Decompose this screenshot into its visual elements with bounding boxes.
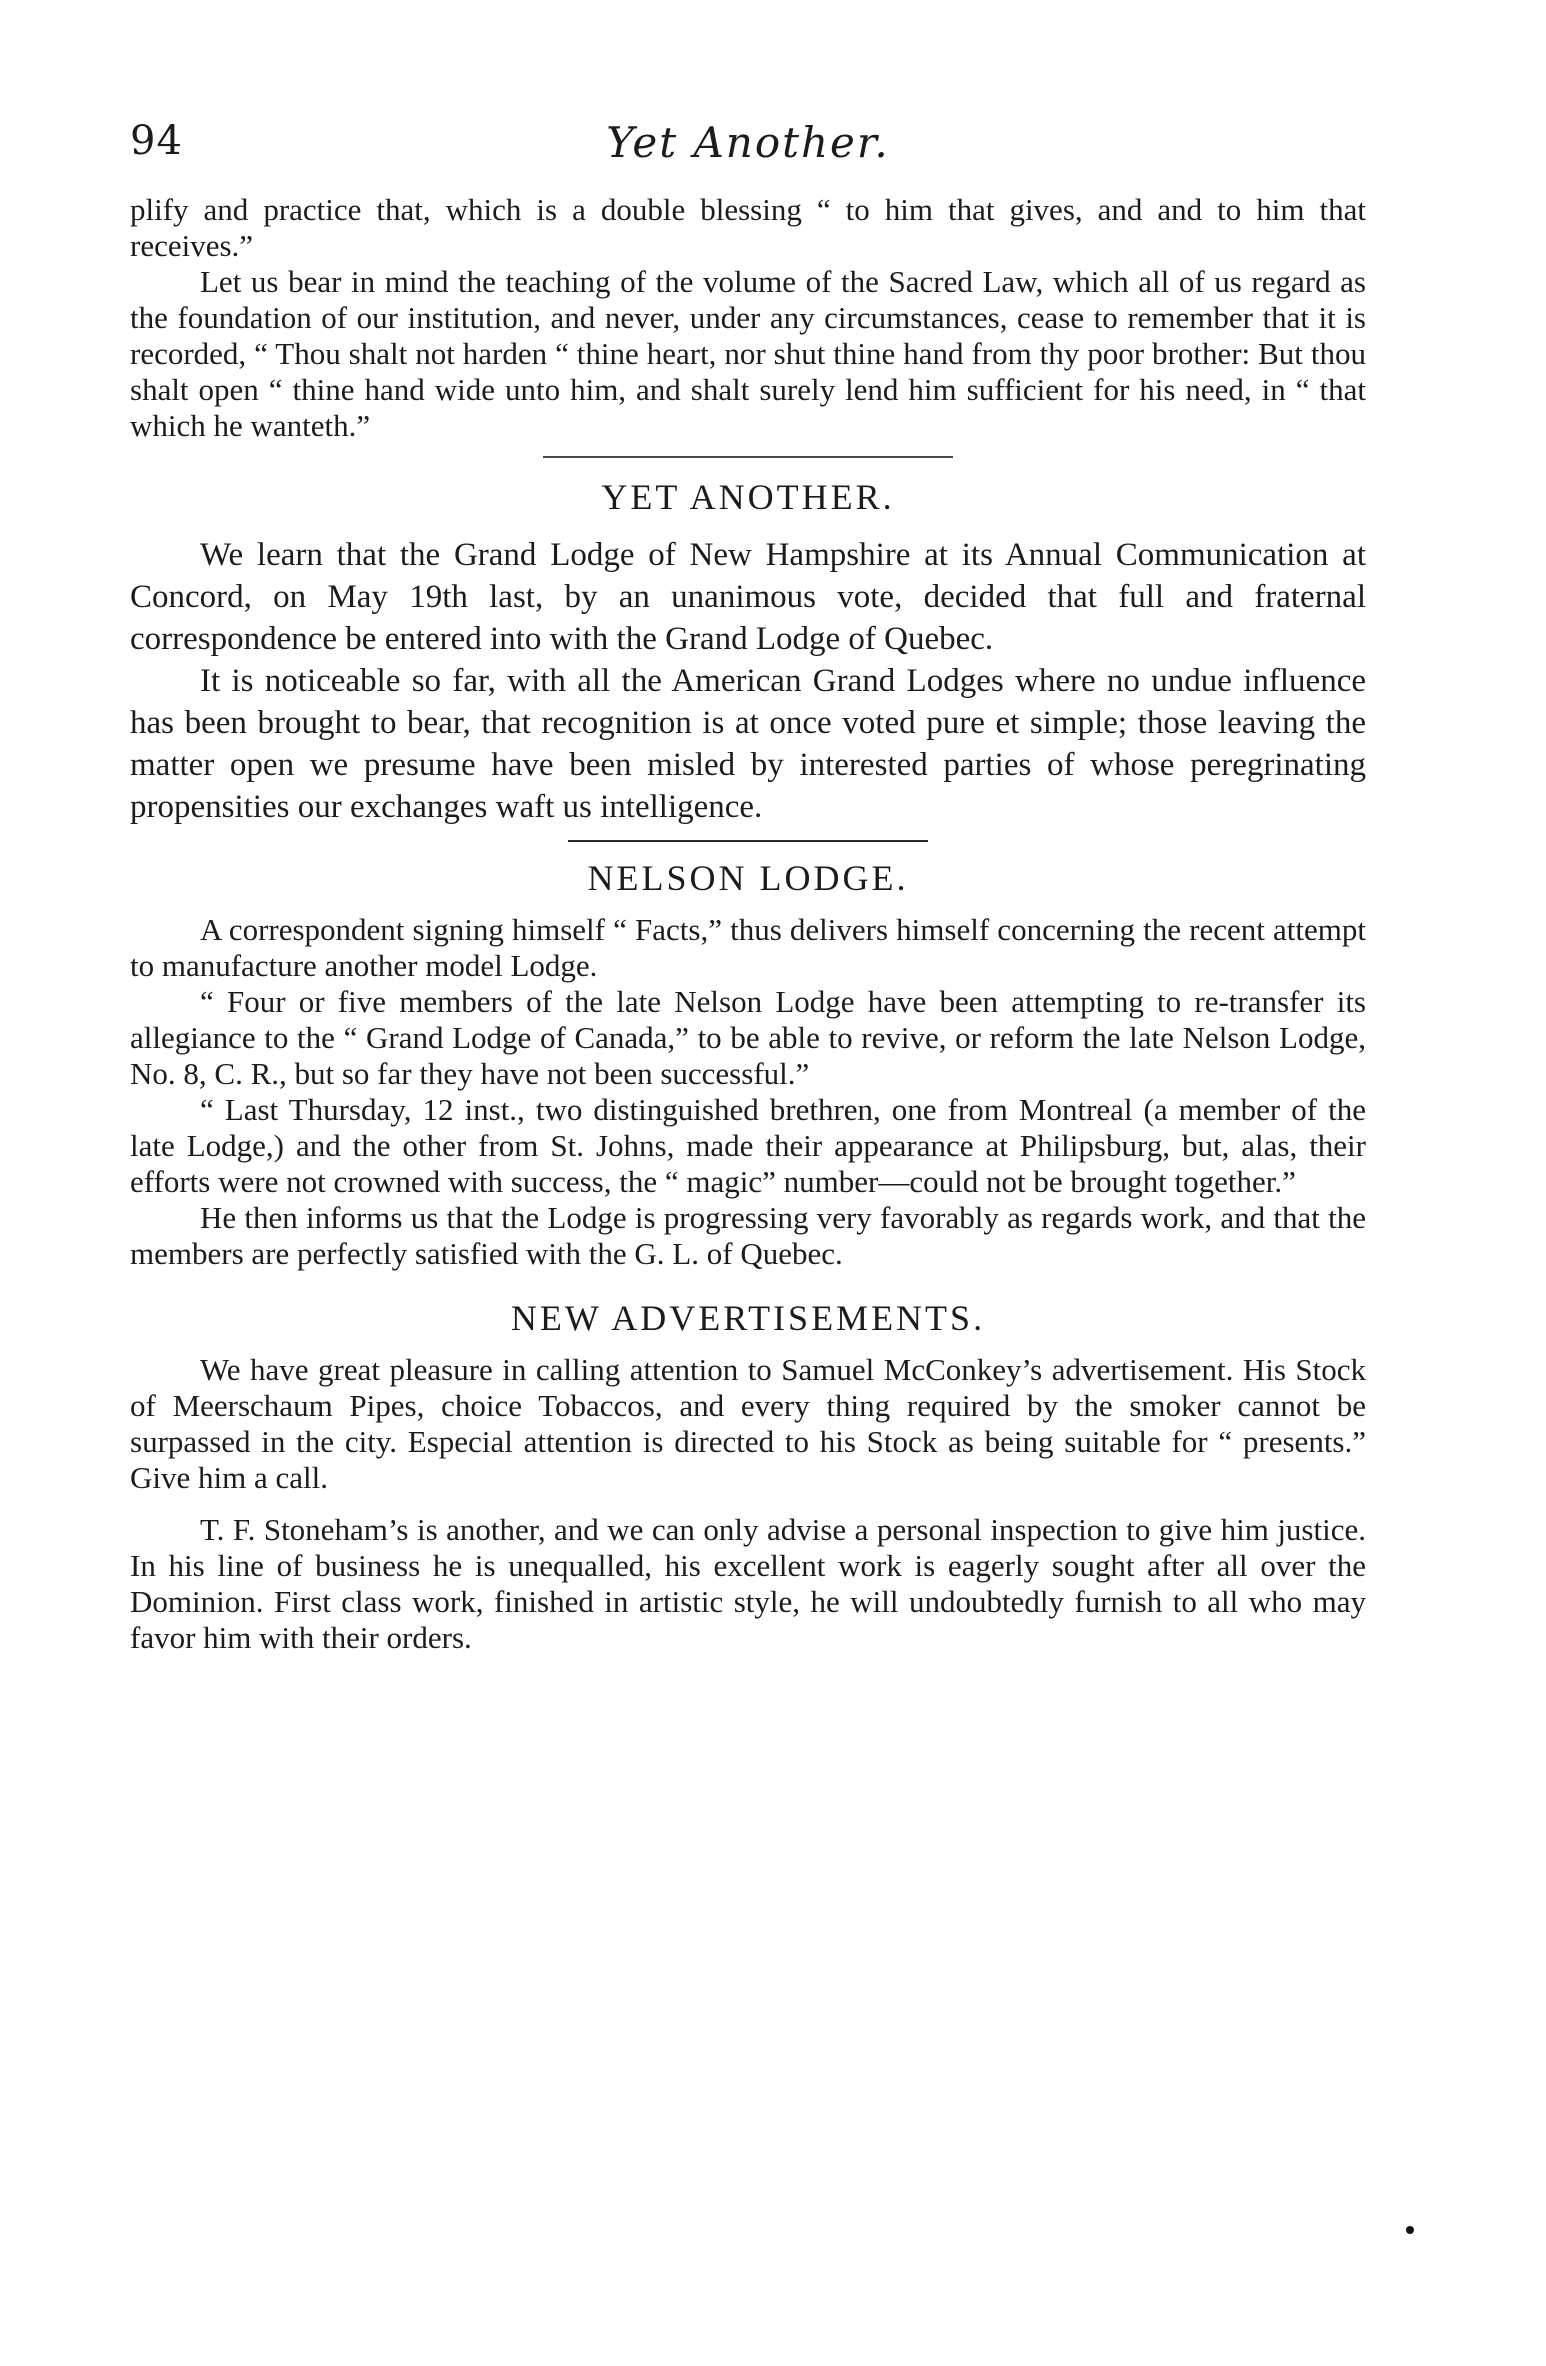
intro-section (130, 192, 1366, 444)
section-divider (568, 840, 928, 842)
nelson-lodge-section (130, 860, 1366, 1272)
intro-paragraph-2: Let us bear in mind the teaching of the volume of the Sacred Law, which all of us regard as the foundation of our institution, and never, under any circumstances, cease to remember that it is recorded, “ Thou shalt not harden “ thine heart, nor shut thine hand from thy poor brother: But thou shalt open “ thine hand wide unto him, and shalt surely lend him sufficient for his need, in “ that which he wanteth.” (130, 264, 1366, 443)
nelson-lodge-paragraph-4: He then informs us that the Lodge is progressing very favorably as regards work, and that the members are perfectly satisfied with the G. L. of Quebec. (130, 1200, 1366, 1271)
intro-paragraph-1: plify and practice that, which is a double blessing “ to him that gives, and and to him that receives.” (130, 192, 1366, 263)
new-advertisements-section (130, 1300, 1366, 1656)
section-title-nelson-lodge: NELSON LODGE. (587, 858, 909, 898)
nelson-lodge-paragraph-2: “ Four or five members of the late Nelson Lodge have been attempting to re-transfer its allegiance to the “ Grand Lodge of Canada,” to be able to revive, or reform the late Nelson Lodge, No. 8, C. R., but so far they have not been successful.” (130, 984, 1366, 1091)
nelson-lodge-paragraph-3: “ Last Thursday, 12 inst., two distinguished brethren, one from Montreal (a member of the late Lodge,) and the other from St. Johns, made their appearance at Philipsburg, but, alas, their efforts were not crowned with success, the “ magic” number—could not be brought together.” (130, 1092, 1366, 1199)
new-ads-paragraph-2: T. F. Stoneham’s is another, and we can only advise a personal inspection to give him justice. In his line of business he is unequalled, his excellent work is eagerly sought after all over the Dominion. First class work, finished in artistic style, he will undoubtedly furnish to all who may favor him with their orders. (130, 1512, 1366, 1655)
yet-another-paragraph-2: It is noticeable so far, with all the American Grand Lodges where no undue influence has been brought to bear, that recognition is at once voted pure et simple; those leaving the matter open we presume have been misled by interested parties of whose peregrinating propensities our exchanges waft us intelligence. (130, 663, 1366, 825)
spacer (130, 1272, 1366, 1288)
ink-speck-icon (1406, 2226, 1414, 2234)
page-body (130, 192, 1366, 1656)
nelson-lodge-paragraph-1: A correspondent signing himself “ Facts,” thus delivers himself concerning the recent attempt to manufacture another model Lodge. (130, 912, 1366, 983)
page-header (130, 118, 1366, 178)
section-divider (543, 456, 953, 458)
new-ads-paragraph-1: We have great pleasure in calling attention to Samuel McConkey’s advertisement. His Stock of Meerschaum Pipes, choice Tobaccos, and every thing required by the smoker cannot be surpassed in the city. Especial attention is directed to his Stock as being suitable for “ presents.” Give him a call. (130, 1352, 1366, 1495)
yet-another-section (130, 476, 1366, 828)
spacer (130, 1496, 1366, 1512)
page-number: 94 (130, 118, 183, 164)
section-title-yet-another: YET ANOTHER. (601, 477, 895, 517)
yet-another-paragraph-1: We learn that the Grand Lodge of New Hampshire at its Annual Communication at Concord, on May 19th last, by an unanimous vote, decided that full and fraternal correspondence be entered into with the Grand Lodge of Quebec. (130, 537, 1366, 657)
section-title-new-advertisements: NEW ADVERTISEMENTS. (510, 1298, 986, 1338)
running-title: Yet Another. (606, 118, 890, 167)
